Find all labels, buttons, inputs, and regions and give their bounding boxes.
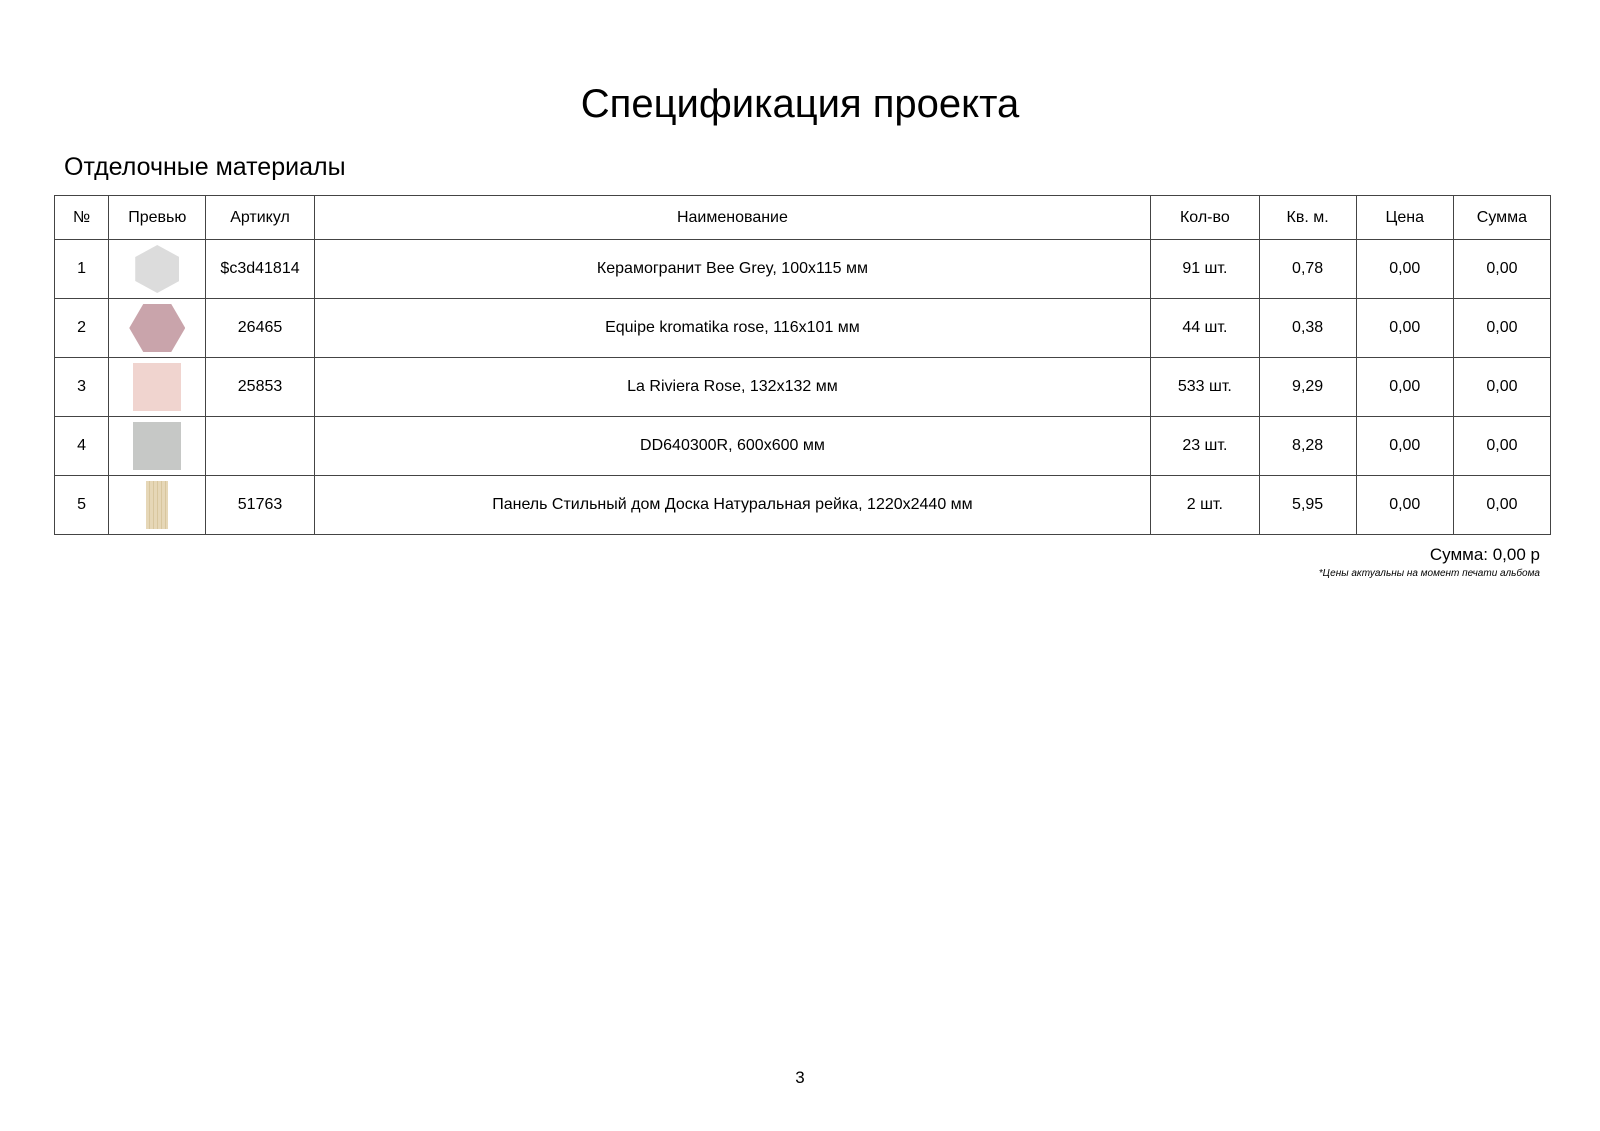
cell-article: 51763 <box>206 476 314 535</box>
cell-name: Панель Стильный дом Доска Натуральная рейка, 1220x2440 мм <box>314 476 1150 535</box>
cell-sqm: 5,95 <box>1259 476 1356 535</box>
header-price: Цена <box>1356 196 1453 240</box>
table-row <box>55 358 1551 417</box>
cell-name: DD640300R, 600x600 мм <box>314 417 1150 476</box>
table-row <box>55 417 1551 476</box>
cell-sqm: 8,28 <box>1259 417 1356 476</box>
cell-article: $c3d41814 <box>206 240 314 299</box>
cell-sqm: 0,78 <box>1259 240 1356 299</box>
cell-sqm: 9,29 <box>1259 358 1356 417</box>
header-sum: Сумма <box>1453 196 1550 240</box>
header-preview: Превью <box>109 196 206 240</box>
cell-num: 1 <box>55 240 109 299</box>
cell-article <box>206 417 314 476</box>
cell-name: La Riviera Rose, 132x132 мм <box>314 358 1150 417</box>
cell-num: 4 <box>55 417 109 476</box>
cell-sqm: 0,38 <box>1259 299 1356 358</box>
header-qty: Кол-во <box>1151 196 1259 240</box>
cell-price: 0,00 <box>1356 476 1453 535</box>
cell-price: 0,00 <box>1356 299 1453 358</box>
cell-preview <box>109 240 206 299</box>
cell-sum: 0,00 <box>1453 417 1550 476</box>
cell-sum: 0,00 <box>1453 240 1550 299</box>
tile-preview-image <box>135 245 179 293</box>
table-row <box>55 476 1551 535</box>
header-article: Артикул <box>206 196 314 240</box>
cell-article: 25853 <box>206 358 314 417</box>
table-row <box>55 240 1551 299</box>
section-title: Отделочные материалы <box>64 153 346 181</box>
cell-price: 0,00 <box>1356 417 1453 476</box>
cell-preview <box>109 299 206 358</box>
cell-price: 0,00 <box>1356 358 1453 417</box>
specification-table <box>54 195 1551 535</box>
cell-qty: 533 шт. <box>1151 358 1259 417</box>
table-row <box>55 299 1551 358</box>
page-title: Спецификация проекта <box>580 82 1020 126</box>
cell-sum: 0,00 <box>1453 358 1550 417</box>
cell-price: 0,00 <box>1356 240 1453 299</box>
price-note: *Цены актуальны на момент печати альбома <box>1318 568 1540 579</box>
cell-sum: 0,00 <box>1453 476 1550 535</box>
cell-qty: 2 шт. <box>1151 476 1259 535</box>
cell-num: 5 <box>55 476 109 535</box>
cell-qty: 91 шт. <box>1151 240 1259 299</box>
cell-sum: 0,00 <box>1453 299 1550 358</box>
header-sqm: Кв. м. <box>1259 196 1356 240</box>
cell-article: 26465 <box>206 299 314 358</box>
cell-preview <box>109 358 206 417</box>
cell-qty: 44 шт. <box>1151 299 1259 358</box>
total-sum: Сумма: 0,00 р <box>1429 545 1540 564</box>
cell-num: 2 <box>55 299 109 358</box>
tile-preview-image <box>133 363 181 411</box>
tile-preview-image <box>133 422 181 470</box>
header-name: Наименование <box>314 196 1150 240</box>
tile-preview-image <box>129 304 185 352</box>
header-num: № <box>55 196 109 240</box>
page-number: 3 <box>795 1068 805 1087</box>
table-header-row <box>55 196 1551 240</box>
cell-name: Керамогранит Bee Grey, 100x115 мм <box>314 240 1150 299</box>
cell-preview <box>109 476 206 535</box>
panel-preview-image <box>146 481 168 529</box>
cell-qty: 23 шт. <box>1151 417 1259 476</box>
cell-preview <box>109 417 206 476</box>
cell-num: 3 <box>55 358 109 417</box>
cell-name: Equipe kromatika rose, 116x101 мм <box>314 299 1150 358</box>
